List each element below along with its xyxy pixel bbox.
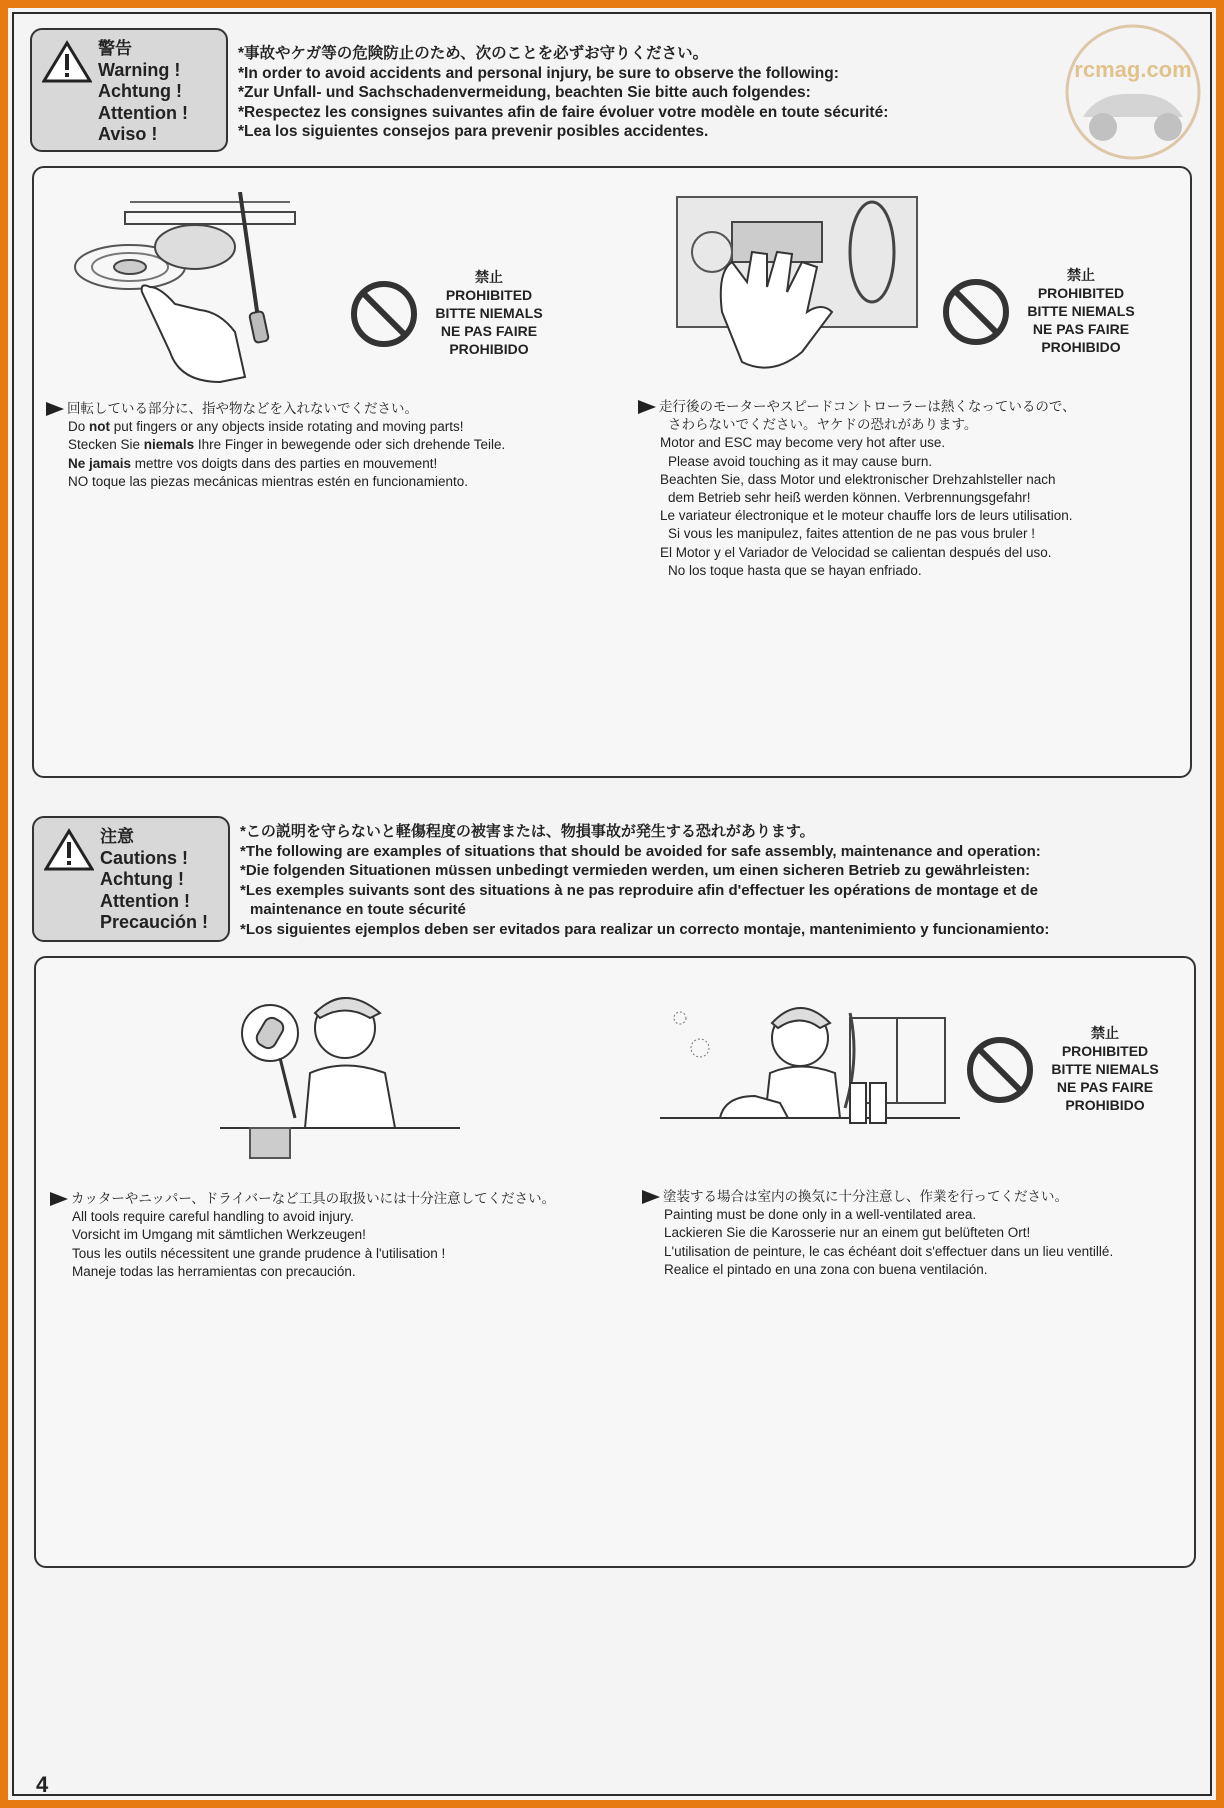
note-emphasis: Ne jamais — [68, 455, 132, 471]
note-line: Lackieren Sie die Karosserie nur an einem gut belüfteten Ort! — [664, 1225, 1031, 1241]
note-line: All tools require careful handling to avoid injury. — [72, 1209, 354, 1225]
note-emphasis: niemals — [143, 437, 195, 453]
caution-triangle-icon — [44, 828, 94, 872]
warning-note-rotating — [68, 400, 505, 491]
hot-motor-illustration — [672, 192, 922, 382]
warning-label-box — [30, 28, 228, 152]
warning-label-fr: Attention ! — [98, 102, 188, 123]
prohibited-de: BITTE NIEMALS — [1051, 1061, 1159, 1077]
warning-triangle-icon — [42, 40, 92, 84]
warning-label-en: Warning ! — [98, 59, 181, 80]
note-line: Painting must be done only in a well-ventilated area. — [664, 1207, 977, 1223]
page-number: 4 — [36, 1772, 49, 1797]
note-line: No los toque hasta que se hayan enfriado. — [668, 562, 922, 578]
intro-line: *Les exemples suivants sont des situations à ne pas reproduire afin d'effectuer les opérations de montage et de — [240, 881, 1038, 899]
intro-line: *Respectez les consignes suivantes afin de faire évoluer votre modèle en toute sécurité: — [238, 103, 889, 121]
prohibited-fr: NE PAS FAIRE — [1056, 1079, 1154, 1095]
intro-line: *Die folgenden Situationen müssen unbedingt vermieden werden, um einen sicheren Betrieb zu gewährleisten: — [240, 862, 1031, 879]
tool-injury-illustration — [220, 978, 460, 1168]
prohibited-en: PROHIBITED — [1061, 1043, 1149, 1059]
caution-intro — [240, 822, 1049, 939]
warning-label-de: Achtung ! — [98, 81, 182, 101]
prohibited-label — [424, 268, 554, 358]
intro-line: maintenance en toute sécurité — [250, 901, 466, 918]
note-line: カッターやニッパー、ドライバーなど工具の取扱いには十分注意してください。 — [71, 1191, 556, 1206]
note-line: 走行後のモーターやスピードコントローラーは熱くなっているので、 — [659, 399, 1076, 414]
note-line: Motor and ESC may become very hot after use. — [660, 435, 946, 451]
caution-label-jp: 注意 — [100, 827, 134, 846]
caution-note-tools — [72, 1190, 555, 1281]
warning-intro — [238, 44, 888, 142]
note-line: Realice el pintado en una zona con buena ventilación. — [664, 1261, 988, 1277]
note-text: Ihre Finger in bewegende oder sich drehende Teile. — [194, 437, 506, 453]
note-line: Please avoid touching as it may cause burn. — [668, 453, 933, 469]
note-line: El Motor y el Variador de Velocidad se calientan después del uso. — [660, 544, 1052, 560]
intro-line: *この説明を守らないと軽傷程度の被害または、物損事故が発生する恐れがあります。 — [240, 823, 815, 840]
prohibited-jp: 禁止 — [475, 269, 503, 285]
note-line: さわらないでください。ヤケドの恐れがあります。 — [668, 417, 978, 433]
note-line: Tous les outils nécessitent une grande prudence à l'utilisation ! — [72, 1245, 446, 1261]
note-line: Maneje todas las herramientas con precaución. — [72, 1263, 356, 1279]
prohibited-de: BITTE NIEMALS — [1027, 303, 1135, 319]
prohibited-icon — [348, 278, 420, 350]
note-text: Do — [68, 419, 90, 435]
caution-label-en: Cautions ! — [100, 847, 188, 868]
caution-note-painting — [664, 1188, 1113, 1279]
note-line: NO toque las piezas mecánicas mientras estén en funcionamiento. — [68, 473, 468, 489]
note-text: mettre vos doigts dans des parties en mouvement! — [131, 455, 438, 471]
prohibited-jp: 禁止 — [1067, 267, 1095, 283]
prohibited-label — [1016, 266, 1146, 356]
prohibited-de: BITTE NIEMALS — [435, 305, 543, 321]
note-text: Stecken Sie — [68, 437, 144, 453]
prohibited-es: PROHIBIDO — [1041, 339, 1121, 355]
note-line: Si vous les manipulez, faites attention de ne pas vous bruler ! — [668, 526, 1035, 542]
prohibited-jp: 禁止 — [1091, 1025, 1119, 1041]
intro-line: *The following are examples of situations that should be avoided for safe assembly, maintenance and operation: — [240, 842, 1041, 860]
arrow-bullet-icon — [50, 1192, 68, 1206]
arrow-bullet-icon — [638, 400, 656, 414]
note-emphasis: not — [89, 419, 111, 435]
note-line: Vorsicht im Umgang mit sämtlichen Werkzeugen! — [72, 1227, 366, 1243]
prohibited-es: PROHIBIDO — [449, 341, 529, 357]
prohibited-fr: NE PAS FAIRE — [440, 323, 538, 339]
rcmag-logo — [1058, 22, 1208, 162]
prohibited-en: PROHIBITED — [1037, 285, 1125, 301]
rotating-parts-illustration — [70, 192, 300, 392]
arrow-bullet-icon — [46, 402, 64, 416]
warning-label-jp: 警告 — [98, 39, 132, 58]
warning-label-es: Aviso ! — [98, 124, 158, 144]
prohibited-en: PROHIBITED — [445, 287, 533, 303]
note-line: Le variateur électronique et le moteur chauffe lors de leurs utilisation. — [660, 508, 1073, 524]
arrow-bullet-icon — [642, 1190, 660, 1204]
intro-line: *In order to avoid accidents and personal injury, be sure to observe the following: — [238, 64, 839, 82]
intro-line: *Los siguientes ejemplos deben ser evitados para realizar un correcto montaje, mantenimiento y funcionamiento: — [240, 920, 1050, 938]
caution-label-es: Precaución ! — [100, 912, 209, 932]
note-line: L'utilisation de peinture, le cas échéant doit s'effectuer dans un lieu ventillé. — [664, 1243, 1114, 1259]
note-line: dem Betrieb sehr heiß werden können. Verbrennungsgefahr! — [668, 490, 1031, 506]
prohibited-icon — [940, 276, 1012, 348]
intro-line: *事故やケガ等の危険防止のため、次のことを必ずお守りください。 — [238, 45, 709, 62]
note-line: 塗装する場合は室内の換気に十分注意し、作業を行ってください。 — [663, 1189, 1068, 1204]
prohibited-fr: NE PAS FAIRE — [1032, 321, 1130, 337]
watermark-name: rcmag.com — [1074, 57, 1192, 82]
caution-label-box — [32, 816, 230, 942]
painting-ventilation-illustration — [660, 978, 960, 1168]
intro-line: *Zur Unfall- und Sachschadenvermeidung, beachten Sie bitte auch folgendes: — [238, 84, 811, 101]
prohibited-icon — [964, 1034, 1036, 1106]
caution-label-fr: Attention ! — [100, 890, 190, 911]
note-line: 回転している部分に、指や物などを入れないでください。 — [67, 401, 418, 416]
caution-label-de: Achtung ! — [100, 869, 184, 889]
warning-note-hot-motor — [660, 398, 1076, 580]
note-text: put fingers or any objects inside rotating and moving parts! — [110, 419, 464, 435]
note-line: Beachten Sie, dass Motor und elektronischer Drehzahlsteller nach — [660, 471, 1056, 487]
prohibited-es: PROHIBIDO — [1065, 1097, 1145, 1113]
prohibited-label — [1040, 1024, 1170, 1114]
intro-line: *Lea los siguientes consejos para prevenir posibles accidentes. — [238, 123, 709, 140]
